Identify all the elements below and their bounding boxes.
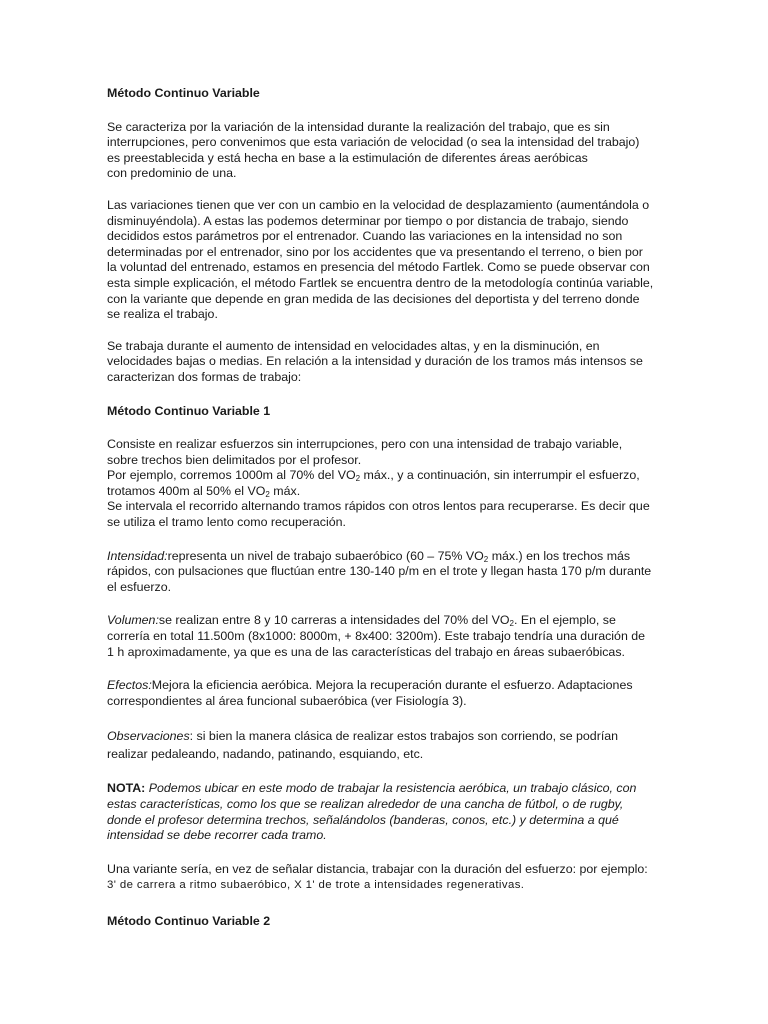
text-line: disminuyéndola). A estas las podemos determinar por tiempo o por distancia de trabajo, siendo <box>107 213 629 228</box>
heading-metodo-continuo-variable: Método Continuo Variable <box>107 86 260 100</box>
text-line: donde el profesor determina trechos, señalándolos (banderas, conos, etc.) y determina a qué <box>107 812 619 827</box>
paragraph-variante <box>107 862 667 894</box>
paragraph-formas-de-trabajo <box>107 339 667 386</box>
text-line: Por ejemplo, corremos 1000m al 70% del VO <box>107 468 356 483</box>
text-line: Consiste en realizar esfuerzos sin interrupciones, pero con una intensidad de trabajo variable, <box>107 437 623 452</box>
paragraph-efectos <box>107 678 667 709</box>
text-line: . En el ejemplo, se <box>513 613 616 628</box>
paragraph-definition <box>107 120 667 182</box>
text-line: caracterizan dos formas de trabajo: <box>107 369 302 384</box>
text-line: Podemos ubicar en este modo de trabajar la resistencia aeróbica, un trabajo clásico, con <box>145 781 637 796</box>
text-line: se realiza el trabajo. <box>107 307 218 322</box>
text-line: es preestablecida y está hecha en base a la estimulación de diferentes áreas aeróbicas <box>107 150 588 165</box>
text-line: la voluntad del entrenado, estamos en presencia del método Fartlek. Como se puede observar con <box>107 260 650 275</box>
text-line: Mejora la eficiencia aeróbica. Mejora la recuperación durante el esfuerzo. Adaptaciones <box>151 678 633 693</box>
text-line: correspondientes al área funcional subaeróbica (ver Fisiología 3). <box>107 693 467 708</box>
text-line: con predominio de una. <box>107 166 237 181</box>
heading-metodo-continuo-variable-1: Método Continuo Variable 1 <box>107 403 271 418</box>
text-line: velocidades bajas o medias. En relación a la intensidad y duración de los tramos más intensos se <box>107 354 643 369</box>
text-line: Se trabaja durante el aumento de intensidad en velocidades altas, y en la disminución, en <box>107 338 600 353</box>
label-observaciones: Observaciones <box>107 729 190 744</box>
text-line: : si bien la manera clásica de realizar estos trabajos son corriendo, se podrían <box>189 729 619 744</box>
label-intensidad: Intensidad: <box>107 548 168 563</box>
label-efectos: Efectos: <box>107 678 152 693</box>
paragraph-nota <box>107 781 667 843</box>
paragraph-volumen <box>107 613 667 660</box>
text-line: decididos estos parámetros por el entrenador. Cuando las variaciones en la intensidad no son <box>107 229 623 244</box>
text-line: Una variante sería, en vez de señalar distancia, trabajar con la duración del esfuerzo: por ejemplo: <box>107 861 648 876</box>
text-line: máx., y a continuación, sin interrumpir el esfuerzo, <box>360 468 640 483</box>
text-line: máx. <box>269 483 301 498</box>
text-line: se realizan entre 8 y 10 carreras a intensidades del 70% del VO <box>158 613 510 628</box>
text-line: interrupciones, pero convenimos que esta variación de velocidad (o sea la intensidad del trabajo) <box>107 135 640 150</box>
subscript: 2 <box>355 474 361 484</box>
text-line: con la variante que depende en gran medida de las decisiones del deportista y del terreno donde <box>107 291 640 306</box>
text-line: sobre trechos bien delimitados por el profesor. <box>107 452 362 467</box>
text-line: Se caracteriza por la variación de la intensidad durante la realización del trabajo, que es sin <box>107 119 610 134</box>
paragraph-intensidad <box>107 549 667 596</box>
paragraph-variaciones <box>107 198 667 323</box>
text-line: correría en total 11.500m (8x1000: 8000m, + 8x400: 3200m). Este trabajo tendría una duración de <box>107 629 646 644</box>
text-line: determinadas por el entrenador, sino por los accidentes que va presentando el terreno, o bien por <box>107 244 643 259</box>
paragraph-consiste <box>107 437 667 531</box>
document-page <box>107 86 667 930</box>
text-line: se utiliza el tramo lento como recuperación. <box>107 515 346 530</box>
heading-metodo-continuo-variable-2: Método Continuo Variable 2 <box>107 913 271 928</box>
label-nota: NOTA: <box>107 781 146 796</box>
text-line: Las variaciones tienen que ver con un cambio en la velocidad de desplazamiento (aumentándola o <box>107 197 650 212</box>
text-line: el esfuerzo. <box>107 579 172 594</box>
text-line: máx.) en los trechos más <box>488 548 631 563</box>
text-line: realizar pedaleando, nadando, patinando, esquiando, etc. <box>107 747 424 762</box>
label-volumen: Volumen: <box>107 613 159 628</box>
paragraph-observaciones <box>107 727 667 763</box>
subscript: 2 <box>509 619 514 629</box>
text-line: Se intervala el recorrido alternando tramos rápidos con otros lentos para recuperarse. Es decir que <box>107 499 650 514</box>
text-line: estas características, como los que se realizan alrededor de una cancha de fútbol, o de rugby, <box>107 797 624 811</box>
text-line: rápidos, con pulsaciones que fluctúan entre 130-140 p/m en el trote y llegan hasta 170 p/m durante <box>107 564 652 579</box>
text-line: representa un nivel de trabajo subaeróbico (60 – 75% VO <box>167 548 484 563</box>
text-line: intensidad se debe recorrer cada tramo. <box>107 828 327 843</box>
text-line: 3' de carrera a ritmo subaeróbico, X 1' de trote a intensidades regenerativas. <box>107 879 525 892</box>
text-line: esta simple explicación, el método Fartlek se encuentra dentro de la metodología continúa variable, <box>107 275 654 290</box>
subscript: 2 <box>265 489 270 499</box>
subscript: 2 <box>483 554 489 564</box>
text-line: trotamos 400m al 50% el VO <box>107 483 266 498</box>
text-line: 1 h aproximadamente, ya que es una de las características del trabajo en áreas subaeróbicas. <box>107 644 625 659</box>
